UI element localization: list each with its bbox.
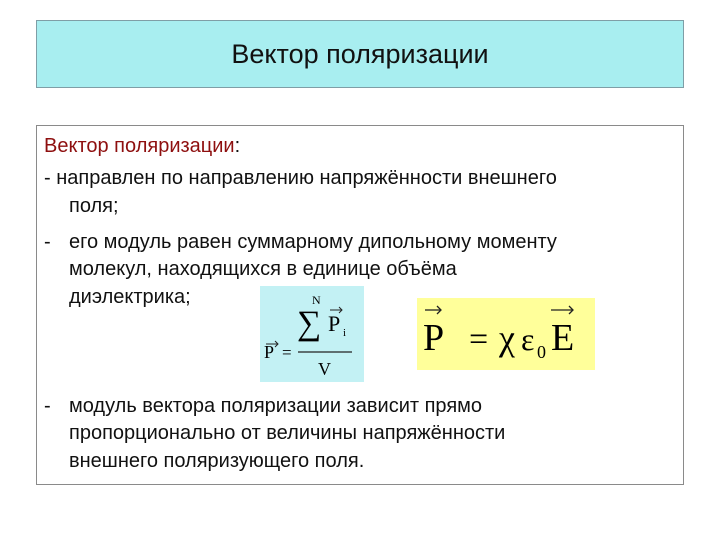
e-symbol: E: [551, 317, 575, 359]
item3-dash: -: [44, 395, 51, 417]
content-box: [36, 125, 684, 485]
chi-equals: =: [469, 321, 489, 358]
polarization-chi-formula: [417, 298, 595, 370]
item2-line1: его модуль равен суммарному дипольному моменту: [69, 231, 557, 253]
sum-upper-limit: N: [312, 293, 321, 307]
item3-line1: модуль вектора поляризации зависит прямо: [69, 395, 483, 417]
p-symbol: P: [423, 317, 445, 359]
sum-symbol: ∑: [297, 305, 322, 342]
lhs-symbol: P: [264, 342, 275, 362]
epsilon-subscript: 0: [537, 342, 546, 362]
chi-symbol: χ: [499, 318, 515, 358]
item1-line2: поля;: [69, 195, 119, 217]
polarization-sum-formula: [260, 286, 364, 382]
heading-term: Вектор поляризации: [44, 135, 235, 157]
heading-colon: :: [234, 135, 241, 157]
item1-line1: - направлен по направлению напряжённости внешнего: [44, 167, 557, 189]
slide-title-box: [36, 20, 684, 88]
item3-line2: пропорционально от величины напряжённости: [69, 422, 506, 444]
slide-title: Вектор поляризации: [231, 38, 489, 69]
item2-line2: молекул, находящихся в единице объёма: [69, 258, 457, 280]
item2-dash: -: [44, 231, 51, 253]
heading-line: [44, 134, 240, 158]
item2-line3: диэлектрика;: [69, 286, 191, 308]
equals-sign: =: [282, 343, 292, 362]
epsilon-symbol: ε: [521, 321, 535, 357]
sum-term: P: [328, 311, 341, 336]
sum-term-index: i: [343, 327, 347, 339]
item3-line3: внешнего поляризующего поля.: [69, 450, 365, 472]
denominator: V: [318, 359, 331, 379]
